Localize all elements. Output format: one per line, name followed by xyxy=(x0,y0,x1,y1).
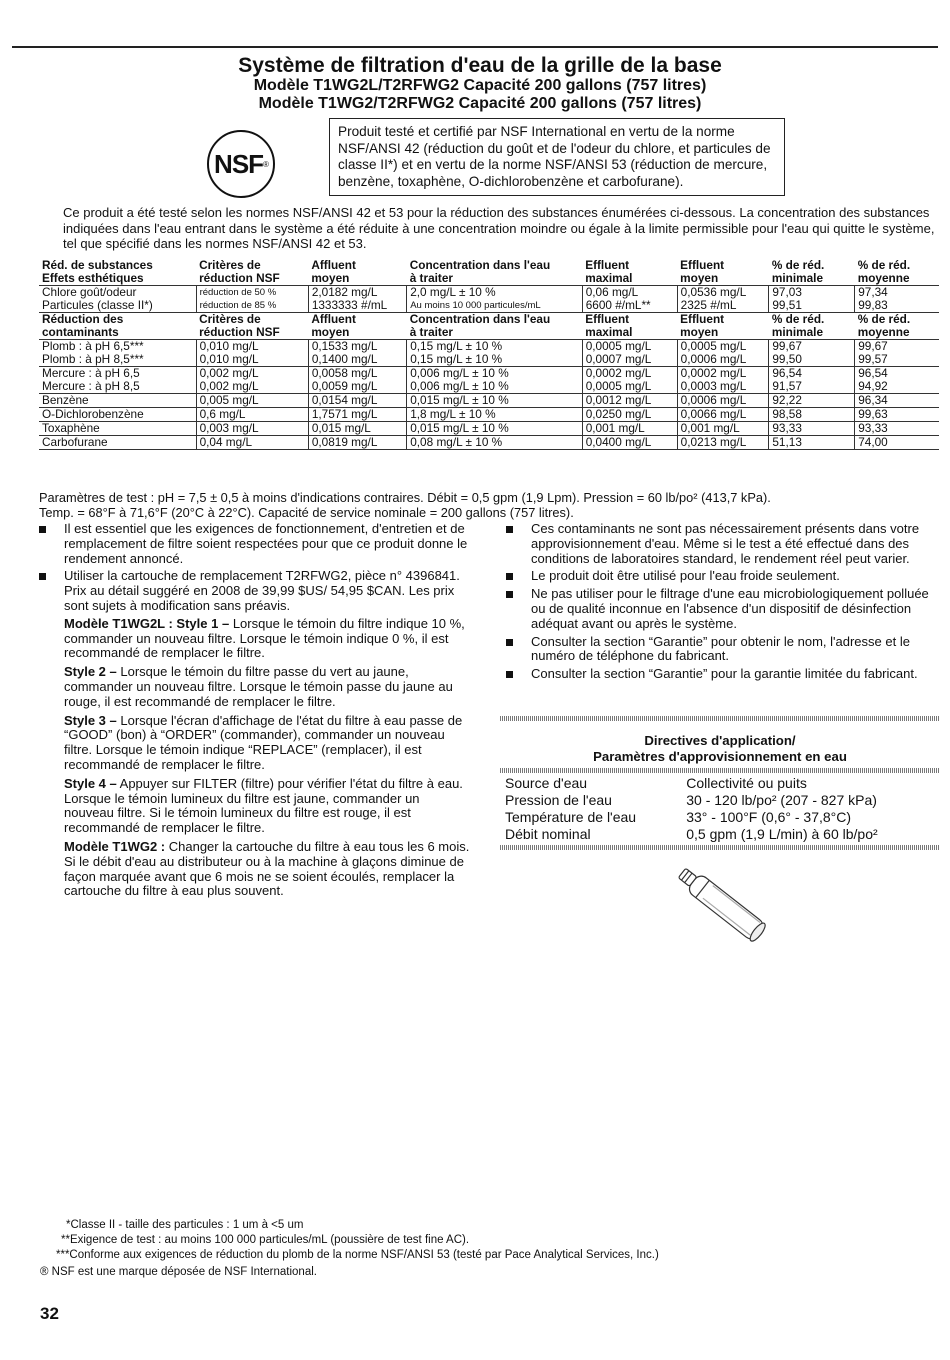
cell-value: 0,001 mg/L xyxy=(680,421,740,435)
top-rule xyxy=(12,46,938,48)
cell-value: 96,34 xyxy=(858,393,888,407)
param-value: 30 - 120 lb/po² (207 - 827 kPa) xyxy=(686,792,877,808)
footnote: ***Conforme aux exigences de réduction du plomb de la norme NSF/ANSI 53 (testé par Pace Analytical Services, Inc.) xyxy=(56,1249,659,1261)
cell-value: 93,33 xyxy=(772,421,802,435)
column-header-line: Affluent xyxy=(311,312,356,326)
cell-value: 99,83 xyxy=(858,298,888,312)
column-header-line: % de réd. xyxy=(857,312,911,326)
column-header-line: réduction NSF xyxy=(199,271,280,285)
cell-value: 96,54 xyxy=(858,366,888,380)
filter-cartridge-icon xyxy=(663,860,783,950)
cell-value: réduction de 85 % xyxy=(199,300,277,311)
cell-value: 94,92 xyxy=(858,379,888,393)
cell-value: 0,015 mg/L ± 10 % xyxy=(410,393,509,407)
cell-value: 0,0005 mg/L xyxy=(680,339,747,353)
table-cell xyxy=(196,436,308,450)
column-header-line: moyen xyxy=(680,325,719,339)
cell-value: 0,0002 mg/L xyxy=(680,366,747,380)
cell-value: 96,54 xyxy=(772,366,802,380)
performance-table xyxy=(39,259,939,450)
column-header xyxy=(582,313,677,340)
table-cell xyxy=(39,286,196,313)
cell-value: 0,010 mg/L xyxy=(199,352,259,366)
style-paragraph xyxy=(39,665,471,709)
cell-value: 0,04 mg/L xyxy=(199,435,253,449)
footnote: **Exigence de test : au moins 100 000 particules/mL (poussière de test fine AC). xyxy=(61,1234,470,1246)
cell-value: Toxaphène xyxy=(42,421,100,435)
cell-value: 0,0007 mg/L xyxy=(585,352,652,366)
cell-value: 0,002 mg/L xyxy=(199,366,259,380)
table-cell xyxy=(855,394,939,408)
bullet-item: Le produit doit être utilisé pour l'eau froide seulement. xyxy=(506,569,938,584)
style-label: Style 2 – xyxy=(64,664,117,680)
cell-value: 99,57 xyxy=(858,352,888,366)
cell-value: 0,0005 mg/L xyxy=(585,379,652,393)
table-cell xyxy=(855,436,939,450)
column-header-line: maximal xyxy=(585,271,633,285)
cell-value: 0,003 mg/L xyxy=(199,421,259,435)
style-text: Lorsque l'écran d'affichage de l'état du filtre à eau passe de “GOOD” (bon) à “ORDER” (commander), commander un nouveau filtre. Lorsque le témoin indique “REPLACE” (remplacer), il est recommandé de remplacer le filtre. xyxy=(64,712,463,772)
table-cell xyxy=(769,394,855,408)
table-cell xyxy=(196,422,308,436)
param-value: 33° - 100°F (0,6° - 37,8°C) xyxy=(686,809,852,825)
table-cell xyxy=(769,367,855,394)
cell-value: 0,0536 mg/L xyxy=(680,285,747,299)
style-text: Lorsque le témoin du filtre passe du vert au jaune, commander un nouveau filtre. Lorsque le témoin passe du jaune au rouge, il est recommandé de remplacer le filtre. xyxy=(64,664,453,709)
column-header-line: moyenne xyxy=(857,325,910,339)
hatch-divider xyxy=(500,845,940,850)
table-cell xyxy=(39,408,196,422)
table-row xyxy=(39,394,939,408)
cell-value: 1,7571 mg/L xyxy=(311,407,378,421)
column-header-line: Effluent xyxy=(680,258,725,272)
table-cell xyxy=(855,286,939,313)
cell-value: 0,0003 mg/L xyxy=(680,379,747,393)
cell-value: 0,15 mg/L ± 10 % xyxy=(410,352,503,366)
column-header-line: Critères de xyxy=(199,258,261,272)
column-header xyxy=(308,259,406,286)
table-cell xyxy=(582,394,677,408)
table-cell xyxy=(582,422,677,436)
param-label: Débit nominal xyxy=(505,826,591,842)
table-row xyxy=(39,408,939,422)
footnote: *Classe II - taille des particules : 1 um à <5 um xyxy=(66,1219,304,1231)
column-header-line: Critères de xyxy=(199,312,261,326)
table-cell xyxy=(855,340,939,367)
cell-value: 0,0005 mg/L xyxy=(585,339,652,353)
certification-box: Produit testé et certifié par NSF International en vertu de la norme NSF/ANSI 42 (réduction du goût et de l'odeur du chlore, et particules de classe II*) et en vertu de la norme NSF/ANSI 53 (réduction de mercure, benzène, toxaphène, O-dichlorobenzène et carbofurane). xyxy=(329,118,785,196)
model-line-2: Modèle T1WG2/T2RFWG2 Capacité 200 gallons (757 litres) xyxy=(258,95,702,112)
cell-value: 0,0400 mg/L xyxy=(585,435,652,449)
column-header-line: % de réd. xyxy=(771,312,825,326)
cell-value: 0,0213 mg/L xyxy=(680,435,747,449)
cell-value: Au moins 10 000 particules/mL xyxy=(410,300,541,311)
cell-value: Particules (classe II*) xyxy=(42,298,153,312)
cell-value: Plomb : à pH 8,5*** xyxy=(42,352,144,366)
table-cell xyxy=(308,340,406,367)
bullet-item: Ne pas utiliser pour le filtrage d'une eau microbiologiquement polluée ou de qualité inconnue en l'absence d'un dispositif de désinfection adéquat avant ou après le système. xyxy=(506,587,938,631)
cell-value: 0,0006 mg/L xyxy=(680,393,747,407)
cell-value: 0,001 mg/L xyxy=(585,421,645,435)
style-paragraph xyxy=(39,840,471,899)
table-cell xyxy=(769,436,855,450)
table-cell xyxy=(39,436,196,450)
cell-value: 0,6 mg/L xyxy=(199,407,246,421)
table-cell xyxy=(407,394,582,408)
intro-paragraph: Ce produit a été testé selon les normes NSF/ANSI 42 et 53 pour la réduction des substances énumérées ci-dessous. La concentration des substances indiquées dans l'eau entrant dans le système a été réduite à une concentration moindre ou égale à la limite permissible pour l'eau qui quitte le système, tel que spécifié dans les normes NSF/ANSI 42 et 53. xyxy=(63,205,935,251)
cell-value: 0,006 mg/L ± 10 % xyxy=(410,366,509,380)
test-params-line1: Paramètres de test : pH = 7,5 ± 0,5 à moins d'indications contraires. Débit = 0,5 gpm (1,9 Lpm). Pression = 60 lb/po² (413,7 kPa). xyxy=(39,490,771,505)
application-title-line1: Directives d'application/ xyxy=(644,733,796,748)
table-cell xyxy=(582,340,677,367)
cell-value: 0,005 mg/L xyxy=(199,393,259,407)
cell-value: 0,0002 mg/L xyxy=(585,366,652,380)
table-row xyxy=(500,809,940,826)
cell-value: 2325 #/mL xyxy=(680,298,737,312)
cell-value: 51,13 xyxy=(772,435,802,449)
style-text: Changer la cartouche du filtre à eau tous les 6 mois. Si le débit d'eau au distributeur ou à la machine à glaçons diminue de façon marquée avant que 6 mois ne se soient écoulés, remplacer la cartouche du filtre à eau plus souvent. xyxy=(64,838,470,899)
cell-value: Benzène xyxy=(42,393,89,407)
cell-value: 2,0 mg/L ± 10 % xyxy=(410,285,496,299)
cell-value: 0,0058 mg/L xyxy=(311,366,378,380)
column-header-line: Réd. de substances xyxy=(42,258,153,272)
cell-value: Plomb : à pH 6,5*** xyxy=(42,339,144,353)
column-header xyxy=(196,259,308,286)
column-header xyxy=(677,313,769,340)
application-guidelines xyxy=(500,716,940,850)
table-cell xyxy=(677,422,769,436)
column-header-line: Réduction des xyxy=(42,312,124,326)
param-value: Collectivité ou puits xyxy=(686,775,807,791)
cell-value: 0,0059 mg/L xyxy=(311,379,378,393)
table-row xyxy=(39,340,939,367)
table-cell xyxy=(196,408,308,422)
table-cell xyxy=(308,422,406,436)
table-row xyxy=(39,436,939,450)
table-cell xyxy=(407,340,582,367)
param-label: Pression de l'eau xyxy=(505,792,612,808)
table-cell xyxy=(39,367,196,394)
column-header-line: Effets esthétiques xyxy=(42,271,144,285)
table-cell xyxy=(855,422,939,436)
table-cell xyxy=(308,394,406,408)
column-header-line: minimale xyxy=(771,271,824,285)
cell-value: Carbofurane xyxy=(42,435,108,449)
cell-value: 0,0819 mg/L xyxy=(311,435,378,449)
table-row xyxy=(500,792,940,809)
table-row xyxy=(500,826,940,843)
model-label: Modèle T1WG2 : xyxy=(64,838,166,854)
column-header xyxy=(769,259,855,286)
cell-value: 0,0006 mg/L xyxy=(680,352,747,366)
style-text: Lorsque le témoin du filtre indique 10 %, commander un nouveau filtre. Lorsque le témoin indique 0 %, il est recommandé de remplacer le filtre. xyxy=(64,615,465,661)
table-cell xyxy=(582,286,677,313)
column-header-line: Affluent xyxy=(311,258,356,272)
table-cell xyxy=(769,286,855,313)
cell-value: 0,002 mg/L xyxy=(199,379,259,393)
table-cell xyxy=(582,408,677,422)
table-cell xyxy=(308,408,406,422)
bullet-item: Il est essentiel que les exigences de fonctionnement, d'entretien et de remplacement de filtre soient respectées pour que ce produit donne le rendement annoncé. xyxy=(39,522,471,566)
column-header xyxy=(407,259,582,286)
trademark-note: ® NSF est une marque déposée de NSF International. xyxy=(40,1266,317,1278)
cell-value: 0,1400 mg/L xyxy=(311,352,378,366)
table-cell xyxy=(308,286,406,313)
cell-value: Mercure : à pH 8,5 xyxy=(42,379,140,393)
column-header-line: Effluent xyxy=(585,312,630,326)
table-cell xyxy=(677,436,769,450)
column-header xyxy=(769,313,855,340)
test-parameters xyxy=(39,491,939,520)
cell-value: réduction de 50 % xyxy=(199,287,277,298)
table-cell xyxy=(407,408,582,422)
table-cell xyxy=(677,286,769,313)
table-cell xyxy=(582,367,677,394)
nsf-logo-icon xyxy=(207,130,275,198)
column-header xyxy=(308,313,406,340)
table-cell xyxy=(677,408,769,422)
table-cell xyxy=(407,286,582,313)
page-title-block xyxy=(0,54,950,113)
param-value: 0,5 gpm (1,9 L/min) à 60 lb/po² xyxy=(686,826,878,842)
table-cell xyxy=(196,340,308,367)
cell-value: 99,67 xyxy=(858,339,888,353)
cell-value: 0,0154 mg/L xyxy=(311,393,378,407)
column-header xyxy=(855,313,939,340)
table-cell xyxy=(855,367,939,394)
table-header-row xyxy=(39,313,939,340)
column-header-line: Effluent xyxy=(585,258,630,272)
column-header-line: à traiter xyxy=(409,325,453,339)
bullet-item: Ces contaminants ne sont pas nécessairement présents dans votre approvisionnement d'eau. Même si le test a été effectué dans des conditions de laboratoires standard, le rendement réel peut varier. xyxy=(506,522,938,566)
table-cell xyxy=(677,340,769,367)
table-cell xyxy=(39,340,196,367)
model-label: Modèle T1WG2L : Style 1 – xyxy=(64,615,230,631)
cell-value: 0,0066 mg/L xyxy=(680,407,747,421)
column-header xyxy=(407,313,582,340)
hatch-divider xyxy=(500,716,940,721)
page-title: Système de filtration d'eau de la grille de la base xyxy=(238,54,722,77)
table-row xyxy=(500,775,940,792)
table-cell xyxy=(769,408,855,422)
nsf-logo-text: NSF xyxy=(214,148,264,179)
table-row xyxy=(39,286,939,313)
column-header-line: à traiter xyxy=(409,271,453,285)
table-cell xyxy=(196,367,308,394)
table-cell xyxy=(407,436,582,450)
column-header xyxy=(855,259,939,286)
cell-value: 97,34 xyxy=(858,285,888,299)
table-cell xyxy=(308,367,406,394)
style-text: Appuyer sur FILTER (filtre) pour vérifier l'état du filtre à eau. Lorsque le témoin lumineux du filtre est jaune, commander un nouveau filtre. Si le témoin lumineux du filtre est rouge, il est recommandé de remplacer le filtre. xyxy=(64,775,463,836)
column-header xyxy=(196,313,308,340)
cell-value: 92,22 xyxy=(772,393,802,407)
column-header xyxy=(677,259,769,286)
column-header xyxy=(39,313,196,340)
column-header xyxy=(582,259,677,286)
cell-value: 0,0250 mg/L xyxy=(585,407,652,421)
table-cell xyxy=(769,422,855,436)
cell-value: 0,010 mg/L xyxy=(199,339,259,353)
style-paragraph xyxy=(39,777,471,836)
cell-value: 0,06 mg/L xyxy=(585,285,639,299)
cell-value: 2,0182 mg/L xyxy=(311,285,378,299)
style-paragraph xyxy=(39,714,471,773)
column-header-line: contaminants xyxy=(42,325,119,339)
param-label: Température de l'eau xyxy=(505,809,637,825)
cell-value: 0,0012 mg/L xyxy=(585,393,652,407)
cell-value: 91,57 xyxy=(772,379,802,393)
style-label: Style 4 – xyxy=(64,775,117,791)
column-header-line: moyenne xyxy=(857,271,910,285)
cell-value: 97,03 xyxy=(772,285,802,299)
style-label: Style 3 – xyxy=(64,712,117,728)
table-cell xyxy=(582,436,677,450)
table-cell xyxy=(308,436,406,450)
bullet-item: Utiliser la cartouche de remplacement T2RFWG2, pièce n° 4396841. Prix au détail suggéré en 2008 de 39,99 $US/ 54,95 $CAN. Les prix sont sujets à modification sans préavis. xyxy=(39,569,471,613)
table-cell xyxy=(196,394,308,408)
bullet-item: Consulter la section “Garantie” pour obtenir le nom, l'adresse et le numéro de téléphone du fabricant. xyxy=(506,635,938,665)
table-cell xyxy=(39,422,196,436)
cell-value: 0,1533 mg/L xyxy=(311,339,378,353)
cell-value: 0,006 mg/L ± 10 % xyxy=(410,379,509,393)
cell-value: 0,15 mg/L ± 10 % xyxy=(410,339,503,353)
cell-value: 6600 #/mL** xyxy=(585,298,651,312)
column-header-line: minimale xyxy=(771,325,824,339)
column-header-line: Effluent xyxy=(680,312,725,326)
table-cell xyxy=(407,367,582,394)
cell-value: 93,33 xyxy=(858,421,888,435)
column-header-line: moyen xyxy=(680,271,719,285)
table-cell xyxy=(769,340,855,367)
style-paragraph xyxy=(39,617,471,661)
cell-value: 99,50 xyxy=(772,352,802,366)
hatch-divider xyxy=(500,768,940,773)
application-table xyxy=(500,775,940,843)
cell-value: 74,00 xyxy=(858,435,888,449)
application-title xyxy=(500,733,940,765)
table-cell xyxy=(677,394,769,408)
column-header-line: % de réd. xyxy=(771,258,825,272)
column-header-line: moyen xyxy=(311,271,350,285)
cell-value: 99,67 xyxy=(772,339,802,353)
column-header-line: Concentration dans l'eau xyxy=(409,258,551,272)
model-line-1: Modèle T1WG2L/T2RFWG2 Capacité 200 gallons (757 litres) xyxy=(253,77,707,94)
cell-value: 99,63 xyxy=(858,407,888,421)
column-header-line: maximal xyxy=(585,325,633,339)
cell-value: 1,8 mg/L ± 10 % xyxy=(410,407,496,421)
cell-value: 0,08 mg/L ± 10 % xyxy=(410,435,503,449)
table-cell xyxy=(39,394,196,408)
cell-value: 99,51 xyxy=(772,298,802,312)
left-column xyxy=(39,522,471,903)
cell-value: 1333333 #/mL xyxy=(311,298,388,312)
right-column xyxy=(506,522,938,685)
test-params-line2: Temp. = 68°F à 71,6°F (20°C à 22°C). Capacité de service nominale = 200 gallons (757 litres). xyxy=(39,504,574,520)
bullet-item: Consulter la section “Garantie” pour la garantie limitée du fabricant. xyxy=(506,667,938,682)
footnotes xyxy=(40,1218,940,1280)
registered-mark: ® xyxy=(263,159,268,169)
param-label: Source d'eau xyxy=(505,775,588,791)
table-header-row xyxy=(39,259,939,286)
cell-value: O-Dichlorobenzène xyxy=(42,407,144,421)
column-header-line: Concentration dans l'eau xyxy=(409,312,551,326)
cell-value: 98,58 xyxy=(772,407,802,421)
column-header-line: réduction NSF xyxy=(199,325,280,339)
cell-value: Mercure : à pH 6,5 xyxy=(42,366,140,380)
cell-value: 0,015 mg/L xyxy=(311,421,371,435)
column-header xyxy=(39,259,196,286)
table-row xyxy=(39,422,939,436)
table-cell xyxy=(196,286,308,313)
table-cell xyxy=(855,408,939,422)
table-cell xyxy=(677,367,769,394)
cell-value: Chlore goût/odeur xyxy=(42,285,137,299)
application-title-line2: Paramètres d'approvisionnement en eau xyxy=(593,749,847,764)
cell-value: 0,015 mg/L ± 10 % xyxy=(410,421,509,435)
page-number: 32 xyxy=(40,1304,59,1323)
column-header-line: moyen xyxy=(311,325,350,339)
table-row xyxy=(39,367,939,394)
table-cell xyxy=(407,422,582,436)
column-header-line: % de réd. xyxy=(857,258,911,272)
